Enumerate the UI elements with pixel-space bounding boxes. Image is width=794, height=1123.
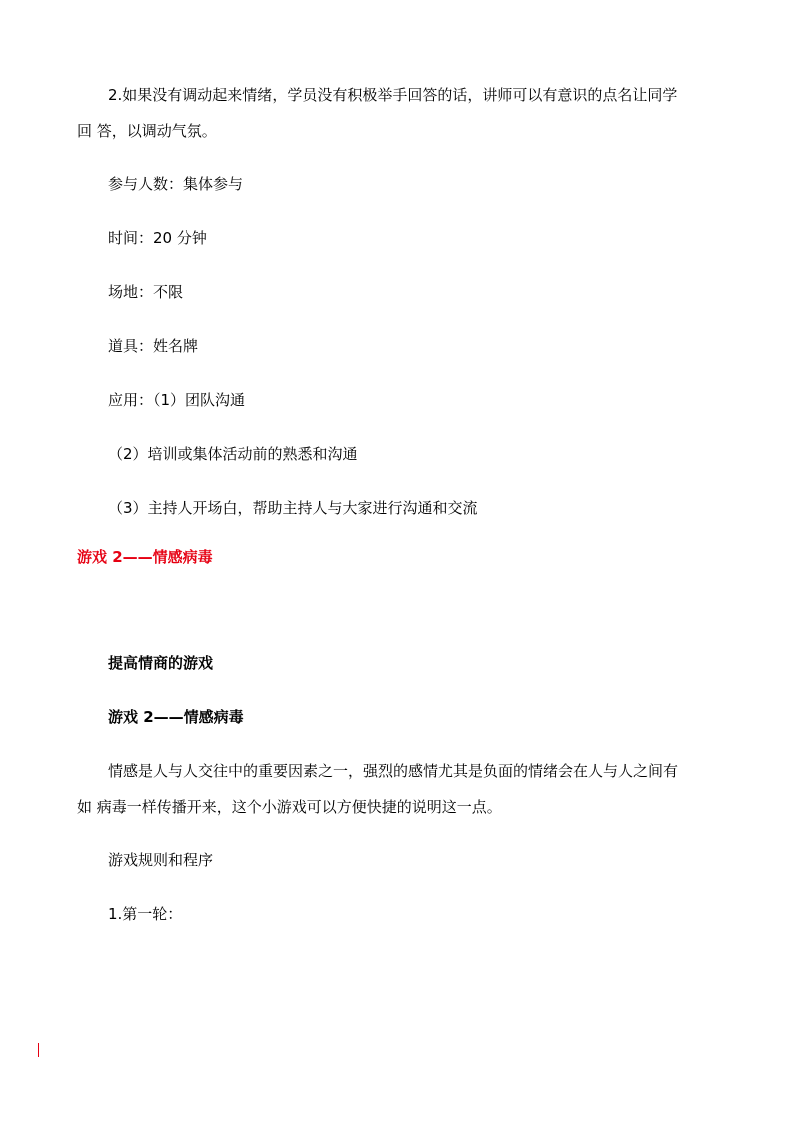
section-heading: 提高情商的游戏	[108, 654, 214, 672]
venue-text: 场地：不限	[108, 283, 184, 301]
section-heading: 游戏 2——情感病毒	[108, 708, 244, 726]
section-heading-red: 游戏 2——情感病毒	[77, 548, 213, 566]
paragraph-line: 如 病毒一样传播开来，这个小游戏可以方便快捷的说明这一点。	[77, 798, 502, 816]
application-text: 应用：（1）团队沟通	[108, 391, 246, 409]
time-text: 时间：20 分钟	[108, 229, 207, 247]
paragraph-line: 情感是人与人交往中的重要因素之一，强烈的感情尤其是负面的情绪会在人与人之间有	[108, 762, 679, 780]
round-label: 1.第一轮：	[108, 905, 183, 923]
paragraph-line: 回 答，以调动气氛。	[77, 122, 217, 140]
application-item: （3）主持人开场白，帮助主持人与大家进行沟通和交流	[108, 499, 478, 517]
application-item: （2）培训或集体活动前的熟悉和沟通	[108, 445, 358, 463]
props-text: 道具：姓名牌	[108, 337, 199, 355]
text-cursor-marker	[38, 1043, 39, 1057]
participants-text: 参与人数：集体参与	[108, 175, 244, 193]
paragraph-line: 2.如果没有调动起来情绪，学员没有积极举手回答的话，讲师可以有意识的点名让同学	[108, 86, 678, 104]
rules-heading: 游戏规则和程序	[108, 851, 214, 869]
